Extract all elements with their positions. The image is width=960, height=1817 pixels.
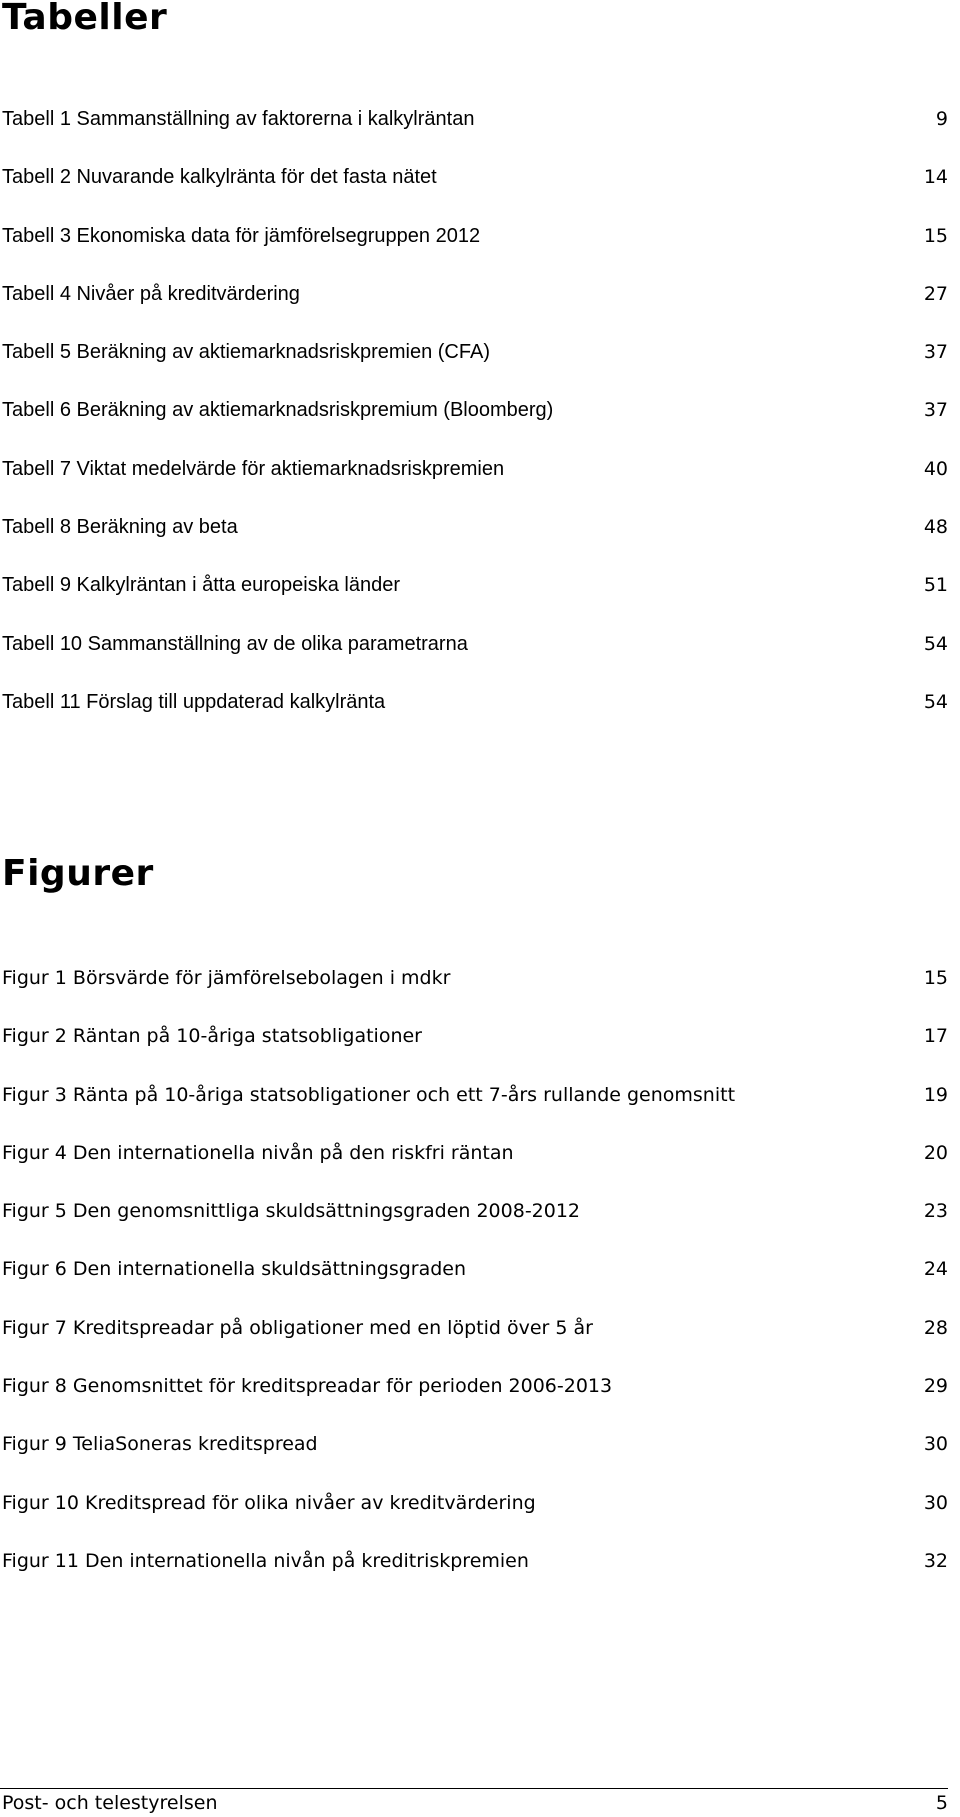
toc-entry-label: Figur 2 Räntan på 10-åriga statsobligationer <box>2 1025 422 1048</box>
toc-entry-label: Figur 3 Ränta på 10-åriga statsobligationer och ett 7-års rullande genomsnitt <box>2 1083 736 1106</box>
toc-entry[interactable] <box>0 1138 948 1196</box>
toc-entry-page: 28 <box>923 1316 948 1339</box>
toc-entry[interactable] <box>0 687 948 745</box>
toc-entry[interactable] <box>0 1371 948 1429</box>
toc-entry[interactable] <box>0 629 948 687</box>
toc-entry-page: 27 <box>923 282 948 305</box>
toc-entry-label: Tabell 4 Nivåer på kreditvärdering <box>2 282 300 305</box>
toc-entry-label: Tabell 3 Ekonomiska data för jämförelsegruppen 2012 <box>2 224 481 247</box>
toc-entry-label: Figur 7 Kreditspreadar på obligationer med en löptid över 5 år <box>2 1316 593 1339</box>
toc-entry-label: Tabell 5 Beräkning av aktiemarknadsriskpremien (CFA) <box>2 341 490 364</box>
toc-entry-page: 24 <box>923 1258 948 1281</box>
toc-entry[interactable] <box>0 454 948 512</box>
toc-entry[interactable] <box>0 1313 948 1371</box>
toc-entry[interactable] <box>0 1254 948 1312</box>
toc-entry-page: 19 <box>923 1083 948 1106</box>
toc-entry[interactable] <box>0 1196 948 1254</box>
toc-entry-label: Tabell 10 Sammanställning av de olika parametrarna <box>2 632 468 655</box>
toc-entry-page: 32 <box>923 1549 948 1572</box>
toc-entry-label: Figur 11 Den internationella nivån på kreditriskpremien <box>2 1549 529 1572</box>
toc-entry[interactable] <box>0 1546 948 1604</box>
tables-heading: Tabeller <box>2 0 168 38</box>
toc-entry[interactable] <box>0 1021 948 1079</box>
page-footer <box>0 1790 948 1816</box>
toc-entry[interactable] <box>0 221 948 279</box>
toc-entry-page: 17 <box>923 1025 948 1048</box>
toc-entry-page: 30 <box>923 1433 948 1456</box>
figures-list <box>0 963 948 1604</box>
footer-divider <box>0 1788 948 1789</box>
footer-organization: Post- och telestyrelsen <box>2 1792 218 1814</box>
toc-entry-label: Figur 4 Den internationella nivån på den riskfri räntan <box>2 1141 514 1164</box>
toc-entry-page: 54 <box>923 632 948 655</box>
toc-entry-label: Figur 8 Genomsnittet för kreditspreadar för perioden 2006-2013 <box>2 1375 613 1398</box>
toc-entry[interactable] <box>0 512 948 570</box>
toc-entry[interactable] <box>0 104 948 162</box>
toc-entry-label: Tabell 6 Beräkning av aktiemarknadsriskpremium (Bloomberg) <box>2 399 554 422</box>
toc-entry-page: 48 <box>923 516 948 539</box>
toc-entry-page: 29 <box>923 1375 948 1398</box>
toc-entry-page: 20 <box>923 1141 948 1164</box>
toc-entry[interactable] <box>0 395 948 453</box>
toc-entry-page: 23 <box>923 1200 948 1223</box>
toc-entry-page: 40 <box>923 457 948 480</box>
toc-entry-label: Figur 1 Börsvärde för jämförelsebolagen i mdkr <box>2 967 451 989</box>
toc-entry[interactable] <box>0 1488 948 1546</box>
toc-entry-page: 37 <box>923 399 948 422</box>
toc-entry-label: Tabell 2 Nuvarande kalkylränta för det fasta nätet <box>2 166 437 189</box>
toc-entry[interactable] <box>0 963 948 1021</box>
toc-entry-page: 15 <box>923 967 948 989</box>
toc-entry-label: Figur 5 Den genomsnittliga skuldsättningsgraden 2008-2012 <box>2 1200 581 1223</box>
toc-entry[interactable] <box>0 570 948 628</box>
toc-entry-page: 37 <box>923 341 948 364</box>
tables-list <box>0 104 948 745</box>
toc-entry[interactable] <box>0 1429 948 1487</box>
toc-entry-page: 30 <box>923 1491 948 1514</box>
toc-entry-label: Figur 6 Den internationella skuldsättningsgraden <box>2 1258 467 1281</box>
toc-entry[interactable] <box>0 337 948 395</box>
toc-entry-page: 15 <box>923 224 948 247</box>
toc-entry-page: 54 <box>923 690 948 713</box>
toc-entry-page: 14 <box>923 166 948 189</box>
toc-entry-label: Figur 10 Kreditspread för olika nivåer av kreditvärdering <box>2 1491 536 1514</box>
toc-entry-page: 9 <box>935 108 948 130</box>
toc-entry-label: Figur 9 TeliaSoneras kreditspread <box>2 1433 318 1456</box>
toc-entry-label: Tabell 7 Viktat medelvärde för aktiemarknadsriskpremien <box>2 457 505 480</box>
toc-entry[interactable] <box>0 162 948 220</box>
toc-entry[interactable] <box>0 279 948 337</box>
toc-entry-label: Tabell 8 Beräkning av beta <box>2 516 238 539</box>
figures-heading: Figurer <box>2 853 154 894</box>
toc-entry-label: Tabell 11 Förslag till uppdaterad kalkylränta <box>2 690 386 713</box>
footer-page-number: 5 <box>935 1792 948 1814</box>
toc-entry-label: Tabell 9 Kalkylräntan i åtta europeiska länder <box>2 574 401 597</box>
toc-entry-page: 51 <box>923 574 948 597</box>
toc-entry-label: Tabell 1 Sammanställning av faktorerna i kalkylräntan <box>2 108 475 130</box>
toc-entry[interactable] <box>0 1080 948 1138</box>
